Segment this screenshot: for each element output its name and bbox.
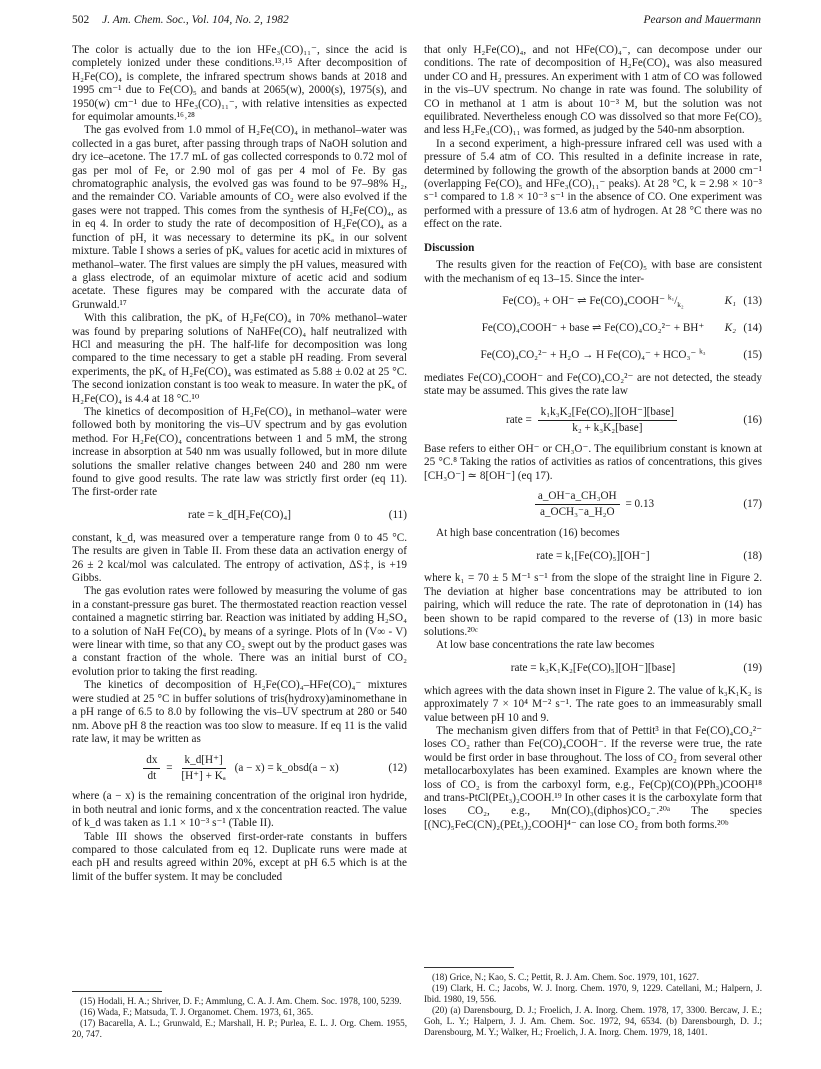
equation-17: $\frac{\text{a\_OH⁻a\_CH₃OH}}{\text{a\_OCH₃⁻a\_H₂O}}$ = 0.13 (17) — [424, 488, 762, 522]
equation-number: (19) — [743, 662, 762, 675]
equation-number: (11) — [388, 509, 407, 522]
equation-11 — [72, 505, 407, 527]
paragraph: constant, k_d, was measured over a temperature range from 0 to 45 °C. The results are given in Table II. From these data an activation energy of 26 ± 2 kcal/mol was calculated. The entropy of activation, ΔS‡, is +19 Gibbs. — [72, 531, 407, 585]
fraction: $\frac{k\_d[H^+]}{\text{[H⁺] + Kₐ}}$ — [181, 753, 226, 782]
footnote-rule — [424, 967, 514, 968]
paragraph: With this calibration, the pKₐ of H₂Fe(CO)₄ in 70% methanol–water was found by preparing solutions of NaHFe(CO)₄ half neutralized with HCl and measuring the pH. The half-life for decomposition was long compared to the time necessary to get a stable pH reading. From several experiments, the pKₐ of H₂Fe(CO)₄ was estimated as 5.88 ± 0.02 at 25 °C. The second ionization constant is too weak to measure. In water the pKₐ of H₂Fe(CO)₄ is 4.4 at 18 °C.¹⁰ — [72, 312, 407, 405]
footnote: (16) Wada, F.; Matsuda, T. J. Organomet. Chem. 1973, 61, 365. — [80, 1007, 314, 1017]
paragraph: In a second experiment, a high-pressure infrared cell was used with a pressure of 5.4 atm of CO. This resulted in a definite increase in rate, determined by following the growth of the absorption bands at 2000 cm⁻¹ (overlapping Fe(CO)₅ and HFe₃(CO)₁₁⁻ peaks). At 28 °C, k = 2.98 × 10⁻³ s⁻¹ compared to 1.8 × 10⁻³ s⁻¹ in the absence of CO. One experiment was performed with a pressure of 13.6 atm of hydrogen. At 28 °C there was no effect on the rate. — [424, 137, 762, 231]
footnotes-right — [424, 961, 762, 1038]
paragraph: where k₁ = 70 ± 5 M⁻¹ s⁻¹ from the slope of the straight line in Figure 2. The deviation at higher base concentrations may be attributed to ion pairing, which will reduce the rate. The rate of deprotonation in (14) has been shown to be rapid compared to the reverse of (13) in more basic solutions.²⁰ᶜ — [424, 572, 762, 638]
equation-number: (17) — [743, 498, 762, 511]
footnote: (19) Clark, H. C.; Jacobs, W. J. Inorg. Chem. 1970, 9, 1229. Catellani, M.; Halpern, J. Ibid. 1980, 19, 556. — [424, 983, 762, 1004]
footnote: (18) Grice, N.; Kao, S. C.; Pettit, R. J. Am. Chem. Soc. 1979, 101, 1627. — [432, 972, 699, 982]
rate-constant-label: k₁ — [667, 292, 675, 302]
equation-16: rate = $\frac{\text{k₁k₃K₂[Fe(CO)₅][OH⁻][base]}}{\text{k₂ + k₃K₂[base]}}$ (16) — [505, 406, 762, 435]
paragraph: Table III shows the observed first-order-rate constants in buffers compared to those calculated from eq 12. Duplicate runs were made at each pH and results agreed within 20%, except at pH 6.5 which is at the limit of the buffer system. It may be concluded — [72, 830, 407, 883]
equation-number: (15) — [743, 349, 762, 362]
paragraph: that only H₂Fe(CO)₄, and not HFe(CO)₄⁻, can decompose under our conditions. The rate of decomposition of H₂Fe(CO)₄ was also measured under CO and H₂ pressures. An experiment with 1 atm of CO was followed in the vis–UV spectrum. No change in rate was found. The solubility of CO in methanol at 1 atm is about 10⁻³ M, but the solution was not equilibrated. Nevertheless enough CO was dissolved so that more Fe(CO)₅ and less H₂Fe₃(CO)₁₁ was formed, as judged by the 540-nm absorption. — [424, 44, 762, 137]
equation-15: Fe(CO)₄CO₂²⁻ + H₂O → H Fe(CO)₄⁻ + HCO₃⁻ $^{k_3}$ (15) — [480, 346, 762, 362]
paragraph: which agrees with the data shown inset in Figure 2. The value of k₃K₁K₂ is approximately 7 × 10⁴ M⁻² s⁻¹. The rate goes to an immeasurably small value between pH 10 and 9. — [424, 684, 762, 724]
equation-13: Fe(CO)₅ + OH⁻ ⇌ Fe(CO)₄COOH⁻ $^{k_1}/_{k_2}$ K₁ (13) — [502, 292, 762, 310]
fraction: $\frac{\text{a\_OH⁻a\_CH₃OH}}{\text{a\_OCH₃⁻a\_H₂O}}$ — [535, 490, 620, 519]
running-authors: Pearson and Mauermann — [643, 14, 761, 26]
paragraph: The kinetics of decomposition of H₂Fe(CO)₄–HFe(CO)₄⁻ mixtures were studied at 25 °C in buffer solutions of tris(hydroxy)aminomethane in a pH range of 6.5 to 8.0 by following the vis–UV spectrum at 280 or 540 nm. Above pH 8 the reaction was too slow to measure. If eq 11 is the valid rate law, it may be written as — [72, 679, 407, 745]
left-column — [72, 44, 407, 1039]
equation-number: (16) — [743, 414, 762, 427]
equation-14: Fe(CO)₄COOH⁻ + base ⇌ Fe(CO)₄CO₂²⁻ + BH⁺ K₂ (14) — [481, 322, 762, 335]
equation-19: rate = k₃K₁K₂[Fe(CO)₅][OH⁻][base] (19) — [510, 662, 762, 675]
equation-body: rate = k_d[H₂Fe(CO)₄] — [188, 509, 291, 522]
equation-number: (13) — [743, 295, 762, 308]
equation-18: rate = k₁[Fe(CO)₅][OH⁻] (18) — [536, 549, 762, 562]
section-heading: Discussion — [424, 241, 475, 254]
footnote-rule — [72, 991, 162, 992]
fraction: $\frac{\text{k₁k₃K₂[Fe(CO)₅][OH⁻][base]}}{\text{k₂ + k₃K₂[base]}}$ — [538, 406, 677, 435]
paragraph: The gas evolved from 1.0 mmol of H₂Fe(CO)₄ in methanol–water was collected in a gas buret, after passing through traps of NaOH solution and dry ice–acetone. The 17.7 mL of gas collected corresponds to 0.72 mol of gas per mol of Fe, or 2.90 mol of gas per 4 mol of Fe. By gas chromatographic analysis, the evolved gas was found to be 97–98% H₂, and the remainder CO. Variable amounts of CO₂ were also evolved if the gases were not trapped. This comes from the synthesis of H₂Fe(CO)₄, as in eq 4. In order to study the rate of decomposition of H₂Fe(CO)₄ as a function of pH, it was necessary to determine its pKₐ in our solvent mixture. Table I shows a series of pKₐ values for acetic acid in mixtures of methanol–water. The first values are simply the pH values, measured with a glass electrode, of an equimolar mixture of acetic acid and sodium acetate. These figures may be compared with the accurate data of Grunwald.¹⁷ — [72, 124, 407, 311]
footnote: (15) Hodali, H. A.; Shriver, D. F.; Ammlung, C. A. J. Am. Chem. Soc. 1978, 100, 5239. — [80, 996, 402, 1006]
paragraph: At low base concentrations the rate law becomes — [436, 639, 655, 652]
fraction: $\frac{dx}{dt}$ — [143, 754, 160, 783]
paragraph: mediates Fe(CO)₄COOH⁻ and Fe(CO)₄CO₂²⁻ are not detected, the steady state may be assumed. This gives the rate law — [424, 371, 762, 398]
footnotes-left — [72, 985, 407, 1040]
paragraph: Base refers to either OH⁻ or CH₃O⁻. The equilibrium constant is known at 25 °C.⁸ Taking the ratios of activities as ratios of concentrations, this gives [CH₃O⁻] ≃ 8[OH⁻] (eq 17). — [424, 442, 762, 482]
equation-number: (18) — [743, 549, 762, 562]
footnote: (17) Bacarella, A. L.; Grunwald, E.; Marshall, H. P.; Purlea, E. L. J. Org. Chem. 1955, 20, 747. — [72, 1018, 407, 1039]
equation-number: (12) — [388, 761, 407, 774]
paragraph: The kinetics of decomposition of H₂Fe(CO)₄ in methanol–water were followed both by monitoring the vis–UV spectrum and by gas evolution method. For H₂Fe(CO)₄ concentrations between 1 and 5 mM, the strong increase in absorption at 540 nm was usually followed, but in more dilute solutions the smaller relative changes between 240 and 280 nm were found to give good results. The rate law was strictly first order (eq 11). The first-order rate — [72, 405, 407, 499]
rate-constant-label: k₃ — [699, 346, 706, 356]
paragraph: The gas evolution rates were followed by measuring the volume of gas in a constant-pressure gas buret. The thermostated reaction reaction vessel contained a magnetic stirring bar. Reaction was initiated by adding H₂SO₄ to a solution of NaH Fe(CO)₄ by means of a syringe. Plots of ln (V∞ - V) were linear with time, so that any CO₂ swept out by the product gases was a constant fraction of the whole. There was an initial burst of CO₂ evolution prior to taking the first reading. — [72, 585, 407, 678]
paragraph: The mechanism given differs from that of Pettit³ in that Fe(CO)₄CO₂²⁻ loses CO₂ rather than Fe(CO)₄COOH⁻. If the reverse were true, the rate would be first order in base throughout. The loss of CO₂ from several other metallocarboxylates has been examined. Examples are known where the loss of CO₂ is from the carboxyl form, e.g., Fe(Cp)(CO)(PPh₃)COOH¹⁸ and trans-PtCl(PEt₃)₂COOH.¹⁹ In other cases it is the carboxylate form that loses CO₂, e.g., Mn(CO)₃(diphos)CO₂⁻.²⁰ᵃ The species [(NC)₅FeC(CN)₂(PEt₃)₂COOH]⁴⁻ can lose CO₂ from both forms.²⁰ᵇ — [424, 725, 762, 831]
paragraph: The color is actually due to the ion HFe₃(CO)₁₁⁻, since the acid is completely ionized under these conditions.¹³˒¹⁵ After decomposition of H₂Fe(CO)₄ is complete, the infrared spectrum shows bands at 2018 and 1995 cm⁻¹ due to Fe(CO)₅ and bands at 2065(w), 2000(s), 1975(s), and 1950(w) cm⁻¹ due to HFe₃(CO)₁₁⁻, with relative intensities as expected for equimolar amounts.¹⁶˒²⁸ — [72, 44, 407, 124]
running-header — [72, 14, 761, 34]
right-column — [424, 44, 762, 1037]
equation-12: $\frac{dx}{dt}$ = $\frac{k\_d[H^+]}{\text{[H⁺] + Kₐ}}$ (a − x) = k_obsd(a − x) (12) — [72, 751, 407, 785]
journal-citation: J. Am. Chem. Soc., Vol. 104, No. 2, 1982 — [102, 14, 289, 26]
rate-constant-label: k₂ — [677, 300, 684, 310]
equation-number: (14) — [743, 322, 762, 335]
paragraph: At high base concentration (16) becomes — [436, 526, 620, 539]
paragraph: where (a − x) is the remaining concentration of the original iron hydride, in both neutral and ionic forms, and x the concentration reacted. The value of k_d was taken as 1.1 × 10⁻³ s⁻¹ (Table II). — [72, 790, 407, 830]
page-number: 502 — [72, 14, 90, 26]
equilibrium-constant: K₂ — [724, 322, 736, 335]
equilibrium-constant: K₁ — [724, 295, 736, 308]
paragraph: The results given for the reaction of Fe(CO)₅ with base are consistent with the mechanism of eq 13–15. Since the inter- — [424, 259, 762, 285]
footnote: (20) (a) Darensbourg, D. J.; Froelich, J. A. Inorg. Chem. 1978, 17, 3300. Bercaw, J. E.; Goh, L. Y.; Halpern, J. J. Am. Chem. Soc. 1972, 94, 6534. (b) Darensbourgh, D. J.; Darensbourg, M. Y.; Walker, H.; Froelich, J. A. Inorg. Chem. 1979, 18, 1401. — [424, 1005, 762, 1037]
